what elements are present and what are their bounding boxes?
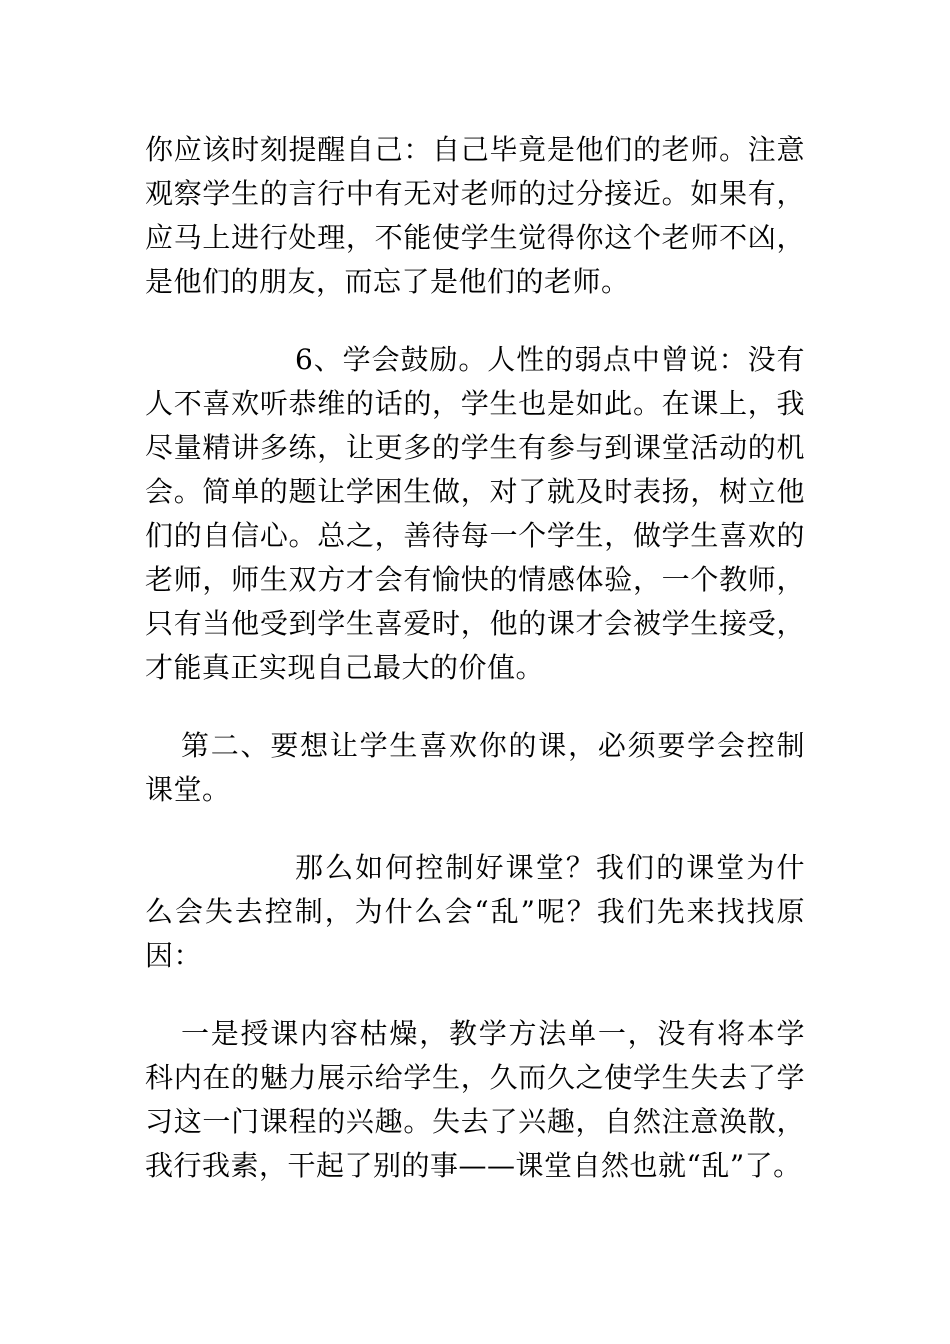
paragraph-reason-one: 一是授课内容枯燥，教学方法单一，没有将本学科内在的魅力展示给学生，久而久之使学生失去了学习这一门课程的兴趣。失去了兴趣，自然注意涣散，我行我素，干起了别的事——课堂自然也就“乱”了。 [145, 1017, 805, 1182]
paragraph-control-classroom: 第二、要想让学生喜欢你的课，必须要学会控制课堂。 [145, 729, 805, 806]
paragraph-teacher-reminder: 你应该时刻提醒自己：自己毕竟是他们的老师。注意观察学生的言行中有无对老师的过分接近。如果有，应马上进行处理，不能使学生觉得你这个老师不凶，是他们的朋友，而忘了是他们的老师。 [145, 133, 805, 298]
document-body [145, 128, 805, 1188]
paragraph-control-question: 那么如何控制好课堂？我们的课堂为什么会失去控制，为什么会“乱”呢？我们先来找找原因： [145, 851, 805, 972]
paragraph-learn-encouragement: 6、学会鼓励。人性的弱点中曾说：没有人不喜欢听恭维的话的，学生也是如此。在课上，我尽量精讲多练，让更多的学生有参与到课堂活动的机会。简单的题让学困生做，对了就及时表扬，树立他们的自信心。总之，善待每一个学生，做学生喜欢的老师，师生双方才会有愉快的情感体验，一个教师，只有当他受到学生喜爱时，他的课才会被学生接受，才能真正实现自己最大的价值。 [145, 343, 805, 684]
